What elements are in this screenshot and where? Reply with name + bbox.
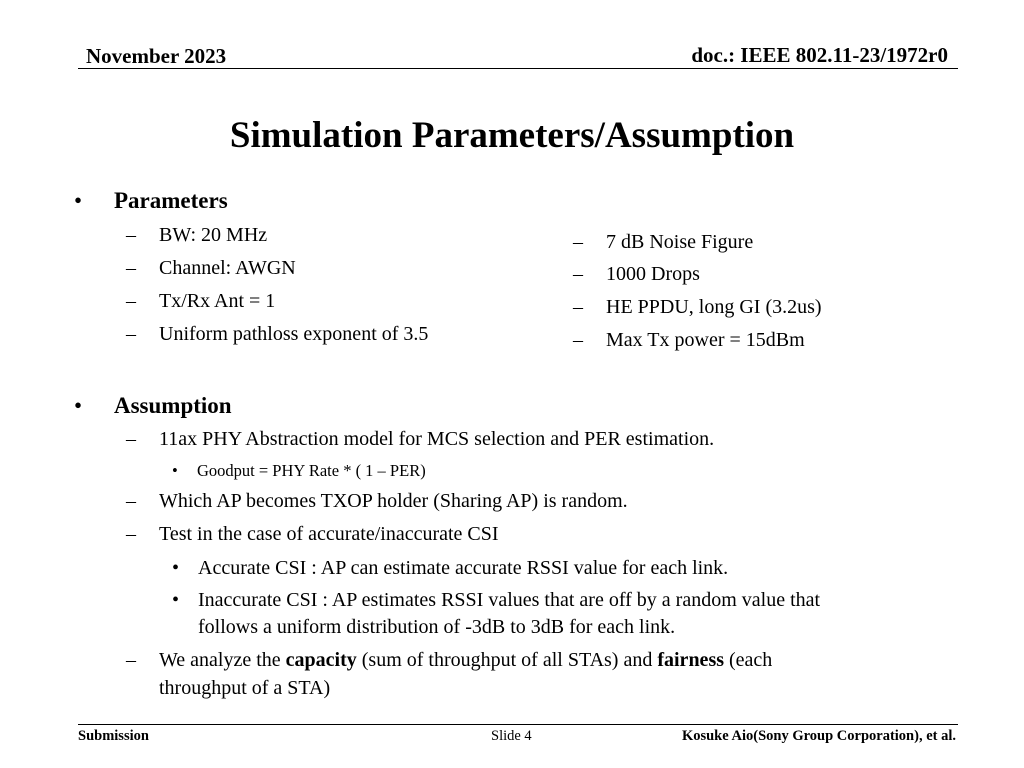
param-right-text: 1000 Drops [606, 263, 700, 285]
param-right-item [573, 329, 805, 352]
parameters-heading-text: Parameters [114, 188, 228, 213]
header-doc-id: doc.: IEEE 802.11-23/1972r0 [691, 43, 948, 67]
bullet-glyph: • [172, 589, 180, 611]
dash-glyph: – [126, 323, 136, 345]
assumption-item [126, 428, 715, 451]
param-left-text: Uniform pathloss exponent of 3.5 [159, 323, 429, 345]
assumption-item-text: 11ax PHY Abstraction model for MCS selection and PER estimation. [159, 428, 715, 450]
param-right-text: Max Tx power = 15dBm [606, 329, 805, 351]
assumption-subitem [172, 589, 821, 612]
footer-author: Kosuke Aio(Sony Group Corporation), et al. [681, 728, 956, 744]
capacity-term: capacity [285, 649, 357, 671]
goodput-formula: Goodput = PHY Rate * ( 1 – PER) [197, 461, 426, 480]
param-right-item [573, 263, 700, 286]
param-right-text: HE PPDU, long GI (3.2us) [606, 296, 822, 318]
analysis-continuation: throughput of a STA) [159, 677, 331, 699]
dash-glyph: – [573, 231, 583, 253]
param-left-text: BW: 20 MHz [159, 224, 268, 246]
dash-glyph: – [573, 263, 583, 285]
assumption-item [126, 523, 499, 546]
inaccurate-csi-continuation: follows a uniform distribution of -3dB to 3dB for each link. [198, 616, 676, 638]
bullet-glyph: • [172, 557, 180, 579]
bullet-glyph: • [172, 461, 178, 480]
assumption-item [126, 490, 628, 513]
assumption-item-text: Which AP becomes TXOP holder (Sharing AP) is random. [159, 490, 628, 512]
param-right-item [573, 296, 822, 319]
analysis-text-e: (each [724, 649, 773, 671]
param-left-text: Tx/Rx Ant = 1 [159, 290, 276, 312]
param-left-item [126, 224, 268, 247]
analysis-text-c: (sum of throughput of all STAs) and [356, 649, 658, 671]
param-left-text: Channel: AWGN [159, 257, 296, 279]
accurate-csi-text: Accurate CSI : AP can estimate accurate RSSI value for each link. [198, 557, 729, 579]
param-right-text: 7 dB Noise Figure [606, 231, 754, 253]
dash-glyph: – [126, 490, 136, 512]
fairness-term: fairness [657, 649, 725, 671]
dash-glyph: – [573, 329, 583, 351]
assumption-heading-text: Assumption [114, 393, 232, 418]
param-left-item [126, 290, 276, 313]
assumption-subitem [172, 461, 426, 481]
footer-slide-number: Slide 4 [491, 728, 532, 744]
parameters-heading [74, 188, 228, 214]
footer-divider [78, 724, 958, 725]
assumption-item-text: Test in the case of accurate/inaccurate CSI [159, 523, 499, 545]
dash-glyph: – [126, 649, 136, 671]
param-left-item [126, 323, 429, 346]
dash-glyph: – [126, 257, 136, 279]
param-left-item [126, 257, 296, 280]
dash-glyph: – [573, 296, 583, 318]
bullet-glyph: • [74, 393, 83, 418]
assumption-item [126, 649, 773, 672]
footer-submission: Submission [78, 728, 149, 744]
dash-glyph: – [126, 224, 136, 246]
dash-glyph: – [126, 523, 136, 545]
assumption-subitem [172, 557, 729, 580]
inaccurate-csi-text: Inaccurate CSI : AP estimates RSSI values that are off by a random value that [198, 589, 821, 611]
param-right-item [573, 231, 754, 254]
dash-glyph: – [126, 428, 136, 450]
analysis-text-a: We analyze the [159, 649, 286, 671]
dash-glyph: – [126, 290, 136, 312]
slide-title: Simulation Parameters/Assumption [229, 115, 795, 156]
header-divider [78, 68, 958, 69]
bullet-glyph: • [74, 188, 83, 213]
assumption-heading [74, 393, 232, 419]
header-date: November 2023 [86, 44, 227, 68]
